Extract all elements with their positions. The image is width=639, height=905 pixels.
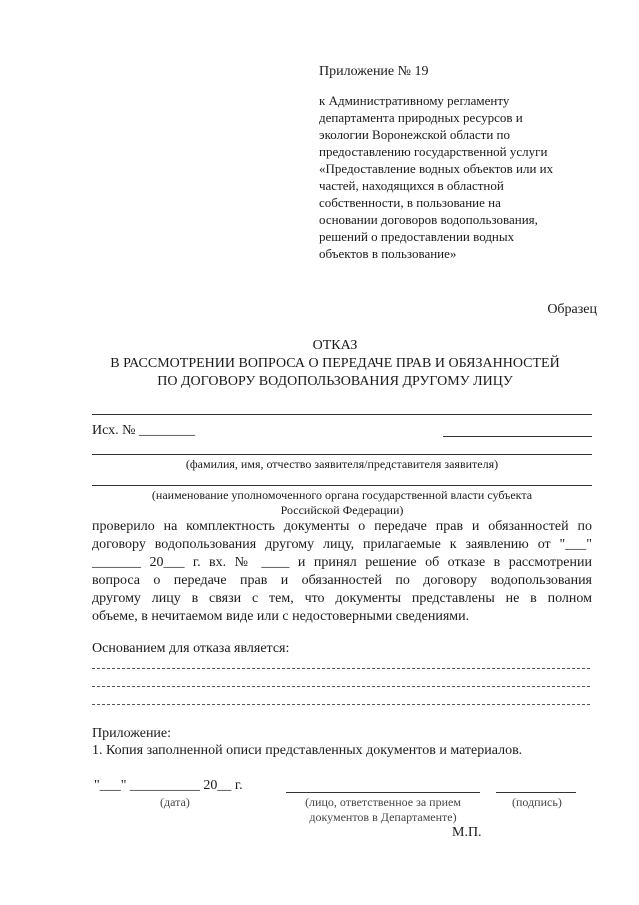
- stamp-label: М.П.: [452, 825, 482, 840]
- caption-signature: (подпись): [512, 795, 562, 809]
- caption-person-line: (лицо, ответственное за прием: [305, 795, 461, 809]
- appendix-reference: [319, 92, 619, 262]
- appendix-line: предоставлению государственной услуги: [319, 144, 548, 159]
- caption-authority: [92, 488, 592, 518]
- appendix-line: к Административному регламенту: [319, 93, 510, 108]
- basis-line-1[interactable]: [92, 668, 590, 669]
- appendix-line: частей, находящихся в областной: [319, 178, 504, 193]
- outgoing-number: Исх. № ________: [92, 423, 195, 438]
- body-line: другому лицу в связи с тем, что документы представлены не в полном: [92, 591, 592, 606]
- basis-line-2[interactable]: [92, 686, 590, 687]
- top-blank-line[interactable]: [92, 414, 592, 415]
- body-line: проверило на комплектность документы о передаче прав и обязанностей по: [92, 519, 592, 534]
- responsible-person-line[interactable]: [286, 792, 480, 793]
- body-line: объеме, в нечитаемом виде или с недостоверными сведениями.: [92, 609, 470, 624]
- body-line: вопроса о передаче прав и обязанностей по договору водопользования: [92, 573, 592, 588]
- body-line: договору водопользования другому лицу, прилагаемые к заявлению от "___": [92, 537, 592, 552]
- document-heading: [40, 337, 630, 391]
- appendix-line: основании договоров водопользования,: [319, 212, 538, 227]
- body-paragraph: [92, 518, 592, 626]
- caption-authority-line: (наименование уполномоченного органа государственной власти субъекта: [151, 488, 533, 502]
- appendix-line: объектов в пользование»: [319, 246, 457, 261]
- basis-label: Основанием для отказа является:: [92, 641, 290, 656]
- appendix-line: «Предоставление водных объектов или их: [319, 161, 554, 176]
- heading-line: ПО ДОГОВОРУ ВОДОПОЛЬЗОВАНИЯ ДРУГОМУ ЛИЦУ: [157, 374, 513, 389]
- heading-line: ОТКАЗ: [312, 338, 358, 353]
- body-line: _______ 20___ г. вх. № ____ и принял решение об отказе в рассмотрении: [92, 555, 592, 570]
- caption-applicant: (фамилия, имя, отчество заявителя/представителя заявителя): [185, 457, 499, 471]
- appendix-line: департамента природных ресурсов и: [319, 110, 523, 125]
- date-field[interactable]: "___" __________ 20__ г.: [94, 778, 243, 793]
- outgoing-date-line[interactable]: [443, 436, 592, 437]
- authority-line[interactable]: [92, 485, 592, 486]
- appendix-line: собственности, в пользование на: [319, 195, 501, 210]
- caption-authority-line: Российской Федерации): [280, 503, 404, 517]
- caption-person-line: документов в Департаменте): [309, 810, 457, 824]
- attachment-item: 1. Копия заполненной описи представленных документов и материалов.: [92, 743, 523, 758]
- caption-date: (дата): [160, 795, 190, 809]
- appendix-title: Приложение № 19: [319, 64, 429, 79]
- caption-person: [283, 795, 483, 825]
- heading-line: В РАССМОТРЕНИИ ВОПРОСА О ПЕРЕДАЧЕ ПРАВ И ОБЯЗАННОСТЕЙ: [110, 356, 560, 371]
- basis-line-3[interactable]: [92, 704, 590, 705]
- sample-label: Образец: [547, 302, 597, 317]
- appendix-line: экологии Воронежской области по: [319, 127, 510, 142]
- attachment-label: Приложение:: [92, 726, 172, 741]
- appendix-line: решений о предоставлении водных: [319, 229, 515, 244]
- applicant-line[interactable]: [92, 454, 592, 455]
- signature-line[interactable]: [496, 792, 576, 793]
